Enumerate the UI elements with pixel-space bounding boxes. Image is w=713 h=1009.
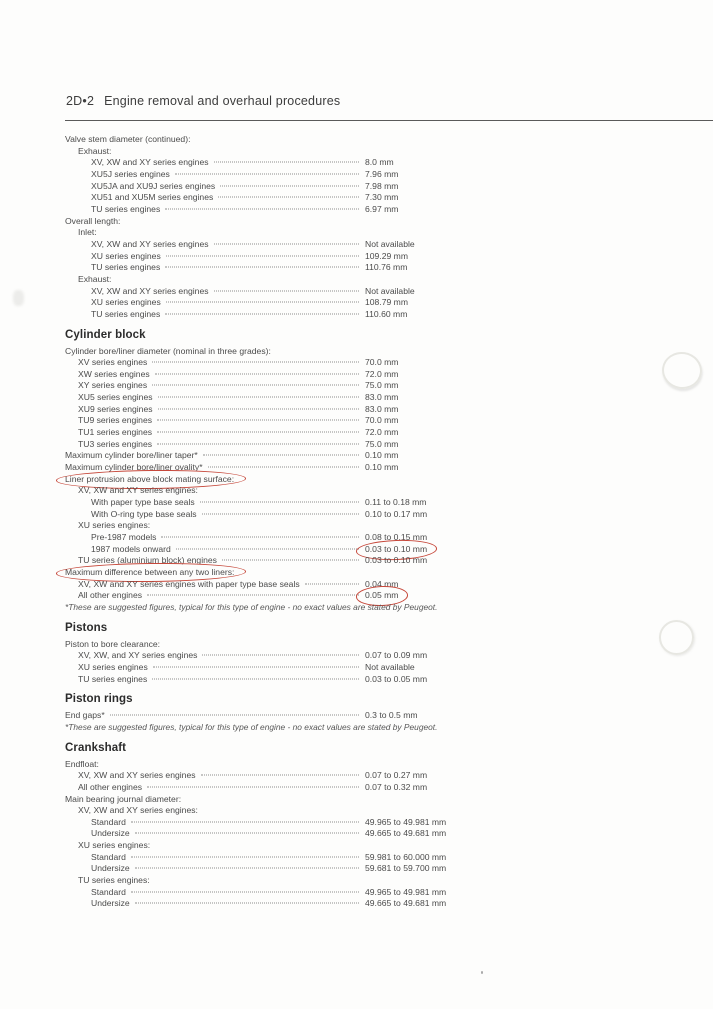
spec-label: All other engines (78, 590, 143, 601)
spec-label: Standard (91, 816, 126, 827)
spec-row (65, 169, 487, 181)
spec-value-text: 109.29 mm (365, 250, 408, 261)
spec-row (65, 427, 487, 439)
dot-leader (220, 185, 359, 186)
dot-leader (152, 385, 359, 386)
dot-leader (157, 443, 359, 444)
dot-leader (147, 786, 359, 787)
spec-label: Standard (91, 886, 126, 897)
spec-row (65, 369, 487, 381)
spec-label: With O-ring type base seals (91, 508, 197, 519)
dot-leader (176, 548, 359, 549)
spec-value-text: 7.96 mm (365, 168, 399, 179)
spec-row (65, 286, 487, 298)
spec-label: TU1 series engines (78, 427, 153, 438)
spec-value (365, 439, 487, 451)
spec-row (65, 590, 487, 602)
spec-value-text: 0.11 to 0.18 mm (365, 497, 427, 508)
spec-section (65, 692, 487, 733)
section-rows (65, 134, 487, 321)
dot-leader (200, 502, 359, 503)
spec-value (365, 392, 487, 404)
spec-row (65, 415, 487, 427)
spec-row (65, 239, 487, 251)
spec-value-text: 0.3 to 0.5 mm (365, 710, 418, 721)
dot-leader (214, 243, 359, 244)
spec-label: XV, XW and XY series engines (91, 238, 209, 249)
spec-value-text: 0.10 mm (365, 450, 399, 461)
spec-value-text: 72.0 mm (365, 368, 399, 379)
header-rule (65, 120, 713, 121)
section-rows (65, 346, 487, 614)
spec-row (65, 251, 487, 263)
section-heading: Cylinder block (65, 328, 146, 341)
dot-leader (153, 666, 359, 667)
dot-leader (158, 408, 359, 409)
spec-label: XU series engines: (78, 520, 151, 531)
spec-value-text: 75.0 mm (365, 380, 399, 391)
spec-row (65, 852, 487, 864)
spec-value-text: 49.965 to 49.981 mm (365, 886, 447, 897)
spec-value (365, 404, 487, 416)
spec-label: Standard (91, 851, 126, 862)
spec-label: Maximum cylinder bore/liner ovality* (65, 462, 203, 473)
spec-section (65, 741, 487, 911)
spec-label: Undersize (91, 863, 130, 874)
spec-value (365, 239, 487, 251)
section-heading: Crankshaft (65, 741, 127, 754)
spec-label: XU5JA and XU9J series engines (91, 180, 216, 191)
spec-value-text: 0.03 to 0.10 mm (365, 543, 428, 554)
spec-label: Liner protrusion above block mating surface: (65, 473, 235, 484)
spec-value (365, 462, 487, 474)
spec-row (65, 650, 487, 662)
spec-row (65, 497, 487, 509)
spec-value-text: 0.10 mm (365, 462, 399, 473)
dot-leader (152, 362, 359, 363)
spec-row (65, 474, 487, 486)
spec-value (365, 863, 487, 875)
dot-leader (152, 678, 359, 679)
dot-leader (165, 313, 359, 314)
spec-row (65, 602, 487, 614)
spec-row (65, 146, 487, 158)
spec-value-text: 0.10 to 0.17 mm (365, 508, 428, 519)
spec-value-text: 0.07 to 0.27 mm (365, 770, 428, 781)
spec-label: Overall length: (65, 215, 121, 226)
spec-value (365, 828, 487, 840)
spec-label: Endfloat: (65, 758, 99, 769)
spec-row (65, 782, 487, 794)
spec-row (65, 262, 487, 274)
spec-label: XV, XW, and XY series engines (78, 650, 198, 661)
spec-row (65, 357, 487, 369)
spec-row (65, 639, 487, 651)
spec-value (365, 286, 487, 298)
spec-value (365, 509, 487, 521)
spec-section (65, 328, 487, 614)
spec-label: XV, XW and XY series engines: (78, 805, 198, 816)
spec-value-text: 49.665 to 49.681 mm (365, 828, 447, 839)
spec-label: Valve stem diameter (continued): (65, 134, 191, 144)
spec-row (65, 710, 487, 722)
spec-value-text: Not available (365, 238, 415, 249)
section-heading: Piston rings (65, 693, 133, 706)
spec-label: XU series engines (91, 297, 161, 308)
dot-leader (157, 432, 359, 433)
spec-section (65, 134, 487, 321)
spec-value (365, 852, 487, 864)
dot-leader (305, 583, 359, 584)
spec-value (365, 887, 487, 899)
spec-row (65, 450, 487, 462)
dot-leader (161, 537, 359, 538)
spec-row (65, 380, 487, 392)
spec-row (65, 828, 487, 840)
spec-label: Exhaust: (78, 273, 112, 284)
spec-label: TU series engines (91, 308, 161, 319)
spec-label: XU series engines (78, 661, 148, 672)
spec-row (65, 134, 487, 146)
spec-label: Exhaust: (78, 145, 112, 156)
spec-value (365, 544, 487, 556)
spec-value (365, 650, 487, 662)
spec-label: Maximum difference between any two liners: (65, 566, 235, 577)
spec-value (365, 590, 487, 602)
spec-label: XU series engines: (78, 840, 151, 851)
spec-value (365, 157, 487, 169)
spec-section (65, 621, 487, 686)
spec-label: XV, XW and XY series engines: (78, 485, 198, 496)
dot-leader (131, 821, 359, 822)
dot-leader (165, 267, 359, 268)
scan-dot-artifact (481, 971, 483, 974)
spec-row (65, 674, 487, 686)
spec-value-text: 83.0 mm (365, 392, 399, 403)
spec-value-text: 0.04 mm (365, 578, 399, 589)
spec-value-text: 0.03 to 0.05 mm (365, 673, 428, 684)
spec-label: End gaps* (65, 710, 105, 721)
spec-row (65, 887, 487, 899)
section-rows (65, 759, 487, 911)
spec-label: XV, XW and XY series engines (91, 285, 209, 296)
spec-label: TU9 series engines (78, 415, 153, 426)
scan-ring-artifact (660, 349, 705, 391)
dot-leader (166, 255, 359, 256)
spec-value-text: 0.08 to 0.15 mm (365, 532, 428, 542)
spec-value (365, 450, 487, 462)
spec-value (365, 309, 487, 321)
spec-row (65, 346, 487, 358)
dot-leader (214, 290, 359, 291)
spec-row (65, 309, 487, 321)
page-header (66, 94, 340, 108)
section-heading: Pistons (65, 621, 108, 634)
spec-value (365, 555, 487, 567)
spec-value-text: 72.0 mm (365, 427, 399, 438)
spec-row (65, 204, 487, 216)
spec-label: *These are suggested figures, typical for this type of engine - no exact values are stated by Peugeot. (65, 601, 438, 612)
page-number: 2D•2 (66, 94, 95, 108)
dot-leader (202, 655, 359, 656)
spec-value-text: 8.0 mm (365, 157, 394, 168)
dot-leader (166, 302, 359, 303)
spec-value (365, 497, 487, 509)
spec-value-text: 70.0 mm (365, 415, 399, 426)
spec-label: TU series engines (91, 203, 161, 214)
spec-label: XV, XW and XY series engines (78, 770, 196, 781)
spec-value-text: 70.0 mm (365, 357, 399, 368)
spec-row (65, 509, 487, 521)
spec-value (365, 181, 487, 193)
spec-value (365, 192, 487, 204)
spec-label: *These are suggested figures, typical for this type of engine - no exact values are stated by Peugeot. (65, 721, 438, 732)
dot-leader (135, 868, 359, 869)
spec-row (65, 404, 487, 416)
dot-leader (214, 162, 359, 163)
dot-leader (201, 775, 359, 776)
dot-leader (218, 197, 359, 198)
page-title: Engine removal and overhaul procedures (104, 94, 341, 108)
spec-value (365, 297, 487, 309)
section-rows (65, 639, 487, 686)
spec-label: Undersize (91, 898, 130, 909)
spec-value (365, 770, 487, 782)
dot-leader (203, 455, 359, 456)
spec-row (65, 805, 487, 817)
spec-row (65, 770, 487, 782)
spec-row (65, 181, 487, 193)
spec-label: Maximum cylinder bore/liner taper* (65, 450, 198, 461)
dot-leader (131, 856, 359, 857)
spec-row (65, 898, 487, 910)
spec-value (365, 415, 487, 427)
spec-value (365, 427, 487, 439)
spec-label: XY series engines (78, 380, 148, 391)
spec-label: XU series engines (91, 250, 161, 261)
spec-row (65, 485, 487, 497)
spec-label: Pre-1987 models (91, 532, 157, 542)
spec-value-text: 0.05 mm (365, 590, 399, 601)
spec-label: XU5 series engines (78, 392, 153, 403)
spec-row (65, 227, 487, 239)
spec-label: TU series (aluminium block) engines (78, 555, 217, 566)
spec-value-text: 0.07 to 0.09 mm (365, 650, 428, 661)
spec-row (65, 840, 487, 852)
section-rows (65, 710, 487, 733)
spec-value-text: 49.665 to 49.681 mm (365, 898, 447, 909)
spec-value-text: 59.681 to 59.700 mm (365, 863, 447, 874)
dot-leader (208, 467, 359, 468)
spec-label: TU3 series engines (78, 438, 153, 449)
dot-leader (222, 560, 359, 561)
spec-value-text: 49.965 to 49.981 mm (365, 816, 447, 827)
spec-label: All other engines (78, 781, 143, 792)
dot-leader (158, 397, 359, 398)
spec-value-text: 108.79 mm (365, 297, 408, 308)
spec-row (65, 274, 487, 286)
spec-label: XW series engines (78, 368, 150, 379)
spec-label: XU5J series engines (91, 168, 170, 179)
spec-row (65, 722, 487, 734)
spec-row (65, 875, 487, 887)
spec-value-text: 6.97 mm (365, 203, 399, 214)
dot-leader (202, 513, 359, 514)
spec-label: TU series engines (78, 673, 148, 684)
spec-value-text: 0.03 to 0.10 mm (365, 555, 428, 566)
spec-label: XU51 and XU5M series engines (91, 192, 214, 203)
spec-value (365, 380, 487, 392)
spec-value-text: 59.981 to 60.000 mm (365, 851, 447, 862)
spec-value-text: 83.0 mm (365, 403, 399, 414)
spec-row (65, 759, 487, 771)
spec-value (365, 204, 487, 216)
spec-value (365, 817, 487, 829)
dot-leader (147, 595, 359, 596)
spec-row (65, 520, 487, 532)
spec-row (65, 579, 487, 591)
spec-row (65, 662, 487, 674)
spec-row (65, 297, 487, 309)
dot-leader (175, 173, 359, 174)
spec-value-text: 7.98 mm (365, 180, 399, 191)
spec-list (65, 134, 487, 910)
spec-value-text: 110.60 mm (365, 308, 408, 319)
spec-value-text: Not available (365, 285, 415, 296)
spec-label: XV series engines (78, 357, 148, 368)
spec-row (65, 216, 487, 228)
spec-value (365, 782, 487, 794)
spec-label: Undersize (91, 828, 130, 839)
dot-leader (110, 715, 359, 716)
spec-row (65, 439, 487, 451)
spec-label: XV, XW and XY series engines (91, 157, 209, 168)
dot-leader (135, 833, 359, 834)
spec-value-text: 0.07 to 0.32 mm (365, 781, 428, 792)
dot-leader (155, 373, 359, 374)
spec-value (365, 251, 487, 263)
spec-value-text: 75.0 mm (365, 438, 399, 449)
spec-label: Inlet: (78, 227, 97, 238)
spec-row (65, 192, 487, 204)
spec-label: Cylinder bore/liner diameter (nominal in three grades): (65, 345, 271, 356)
scan-ring-artifact (659, 620, 694, 655)
spec-value (365, 898, 487, 910)
scan-smudge-artifact (13, 290, 24, 306)
spec-row (65, 392, 487, 404)
spec-row (65, 817, 487, 829)
spec-value (365, 662, 487, 674)
spec-row (65, 544, 487, 556)
dot-leader (157, 420, 359, 421)
spec-value (365, 169, 487, 181)
spec-value (365, 262, 487, 274)
dot-leader (131, 891, 359, 892)
spec-label: Main bearing journal diameter: (65, 793, 182, 804)
spec-label: XV, XW and XY series engines with paper type base seals (78, 578, 300, 589)
spec-label: XU9 series engines (78, 403, 153, 414)
spec-value (365, 369, 487, 381)
spec-value (365, 710, 487, 722)
spec-value (365, 357, 487, 369)
spec-row (65, 567, 487, 579)
spec-row (65, 863, 487, 875)
spec-value (365, 674, 487, 686)
dot-leader (165, 208, 359, 209)
spec-label: Piston to bore clearance: (65, 638, 161, 649)
spec-label: TU series engines: (78, 875, 150, 886)
spec-value-text: Not available (365, 661, 415, 672)
dot-leader (135, 903, 359, 904)
spec-label: With paper type base seals (91, 497, 195, 508)
spec-value-text: 110.76 mm (365, 262, 408, 273)
spec-row (65, 157, 487, 169)
spec-label: 1987 models onward (91, 543, 171, 554)
spec-label: TU series engines (91, 262, 161, 273)
spec-row (65, 794, 487, 806)
spec-value-text: 7.30 mm (365, 192, 399, 203)
